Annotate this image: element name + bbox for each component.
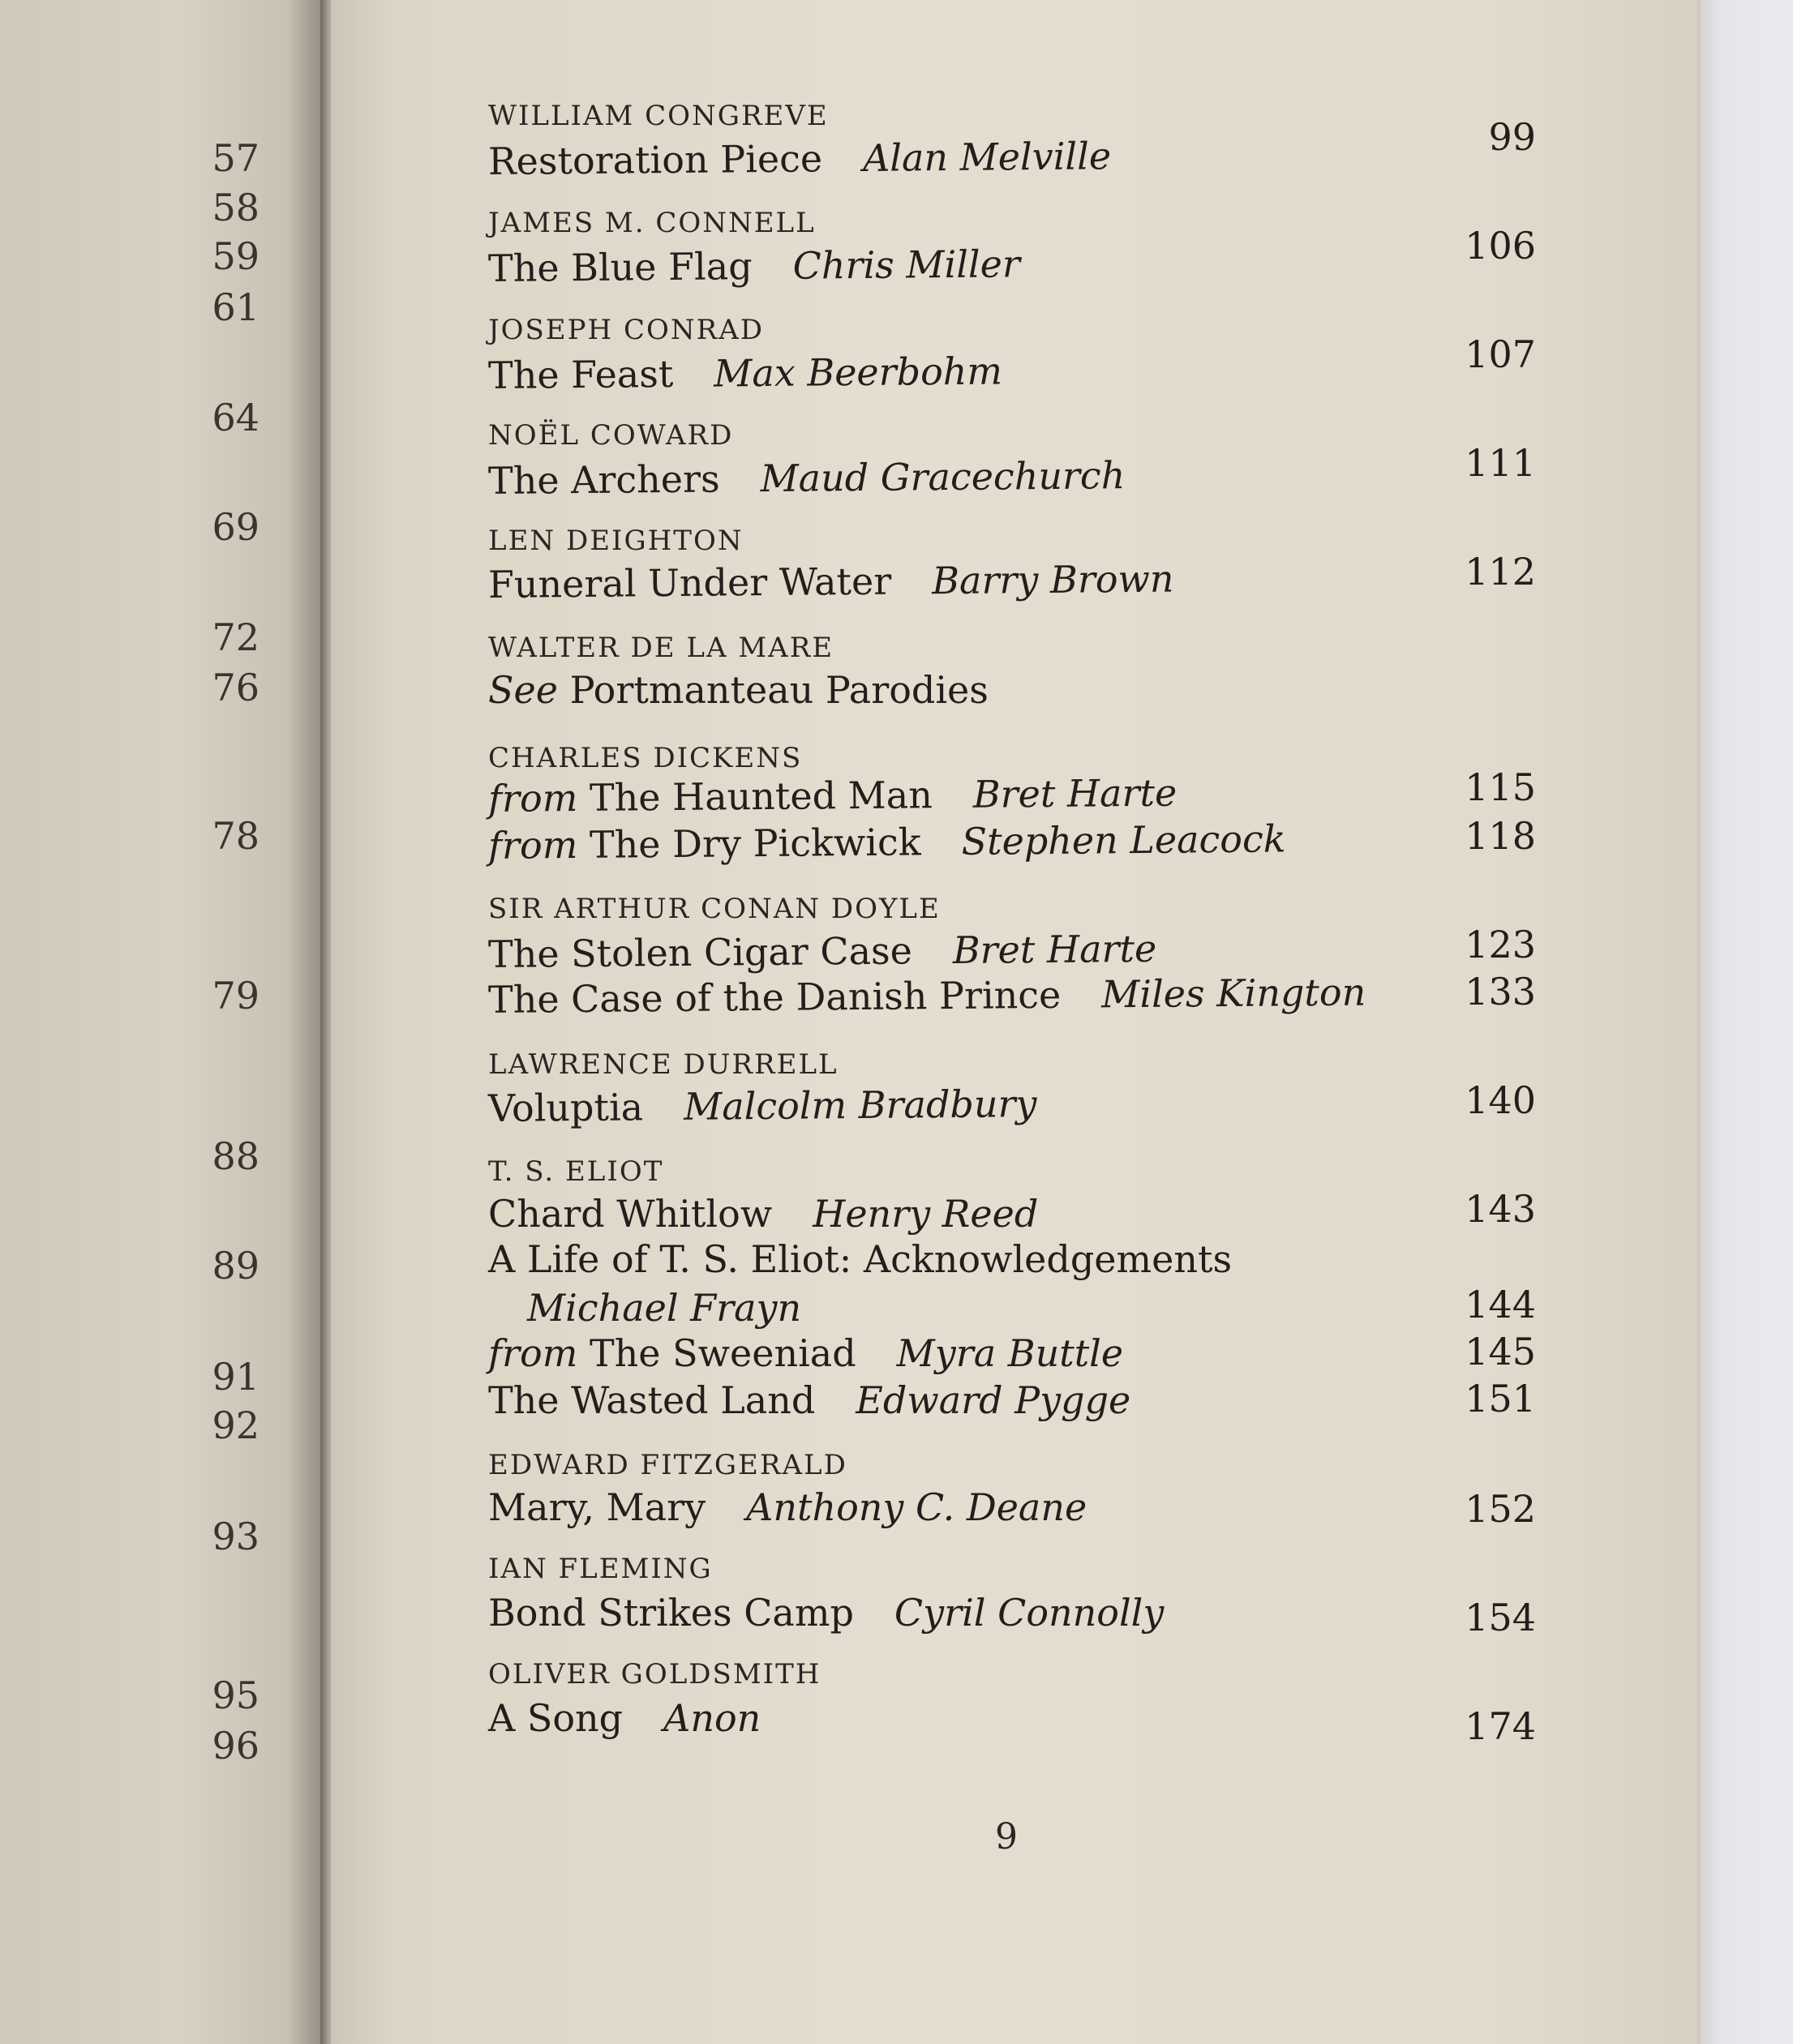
entry-page-number: 151 [1465, 1377, 1536, 1421]
author-heading: EDWARD FITZGERALD [488, 1449, 847, 1481]
entry-page-number: 152 [1465, 1487, 1536, 1531]
entry-parodist: Michael Frayn [527, 1286, 802, 1330]
left-page-number: 78 [212, 814, 260, 858]
entry-parodist: Max Beerbohm [714, 349, 1003, 396]
entry-parodist: Miles Kington [1101, 970, 1366, 1017]
left-page-number: 96 [212, 1724, 260, 1768]
toc-entry [487, 242, 1021, 290]
entry-title: The Dry Pickwick [589, 820, 921, 867]
toc-entry [487, 556, 1174, 606]
entry-page-number: 115 [1465, 765, 1536, 809]
entry-title: The Blue Flag [487, 244, 753, 290]
left-page-number: 76 [212, 666, 260, 709]
left-page-number: 88 [212, 1134, 260, 1178]
toc-entry [487, 970, 1366, 1022]
author-heading: LAWRENCE DURRELL [488, 1048, 839, 1081]
entry-parodist: Edward Pygge [856, 1378, 1131, 1422]
entry-prefix: from [488, 1331, 578, 1375]
entry-title: The Wasted Land [488, 1378, 816, 1422]
left-page [0, 0, 326, 2044]
entry-title: The Sweeniad [589, 1331, 856, 1375]
entry-prefix: from [487, 823, 578, 868]
toc-entry [488, 1237, 1233, 1281]
entry-page-number: 112 [1465, 550, 1536, 593]
author-heading: NOËL COWARD [488, 419, 734, 452]
left-page-number: 69 [212, 505, 260, 549]
page-edge [1692, 0, 1793, 2044]
entry-parodist: Henry Reed [813, 1192, 1039, 1236]
entry-parodist: Anthony C. Deane [746, 1485, 1087, 1529]
entry-prefix: from [487, 776, 578, 821]
left-page-number: 89 [212, 1244, 260, 1288]
entry-title: The Archers [487, 456, 720, 503]
entry-title: Restoration Piece [487, 136, 823, 183]
toc-entry [488, 1331, 1124, 1375]
toc-entry [487, 134, 1112, 183]
entry-page-number: 154 [1465, 1596, 1536, 1639]
entry-page-number: 174 [1465, 1704, 1536, 1748]
left-page-number: 92 [212, 1403, 260, 1447]
toc-entry [488, 1591, 1165, 1635]
toc-entry [488, 1378, 1131, 1422]
toc-entry [487, 1082, 1037, 1130]
entry-title: Mary, Mary [488, 1485, 706, 1529]
author-heading: SIR ARTHUR CONAN DOYLE [488, 893, 941, 925]
entry-page-number: 106 [1465, 224, 1536, 268]
entry-parodist: Bret Harte [952, 926, 1157, 972]
entry-page-number: 123 [1465, 923, 1536, 966]
left-page-number: 58 [212, 186, 260, 229]
entry-page-number: 118 [1465, 814, 1536, 858]
left-page-number: 61 [212, 285, 260, 329]
entry-parodist: Bret Harte [972, 770, 1177, 816]
entry-page-number: 140 [1465, 1078, 1536, 1122]
entry-title: The Stolen Cigar Case [487, 928, 913, 976]
entry-title: The Haunted Man [589, 773, 933, 820]
left-page-number: 59 [212, 234, 260, 278]
toc-entry [488, 668, 989, 712]
entry-parodist: Stephen Leacock [961, 816, 1286, 863]
entry-parodist: Chris Miller [792, 242, 1021, 288]
left-page-number: 79 [212, 974, 260, 1018]
entry-title: Funeral Under Water [487, 559, 892, 606]
author-heading: OLIVER GOLDSMITH [488, 1658, 821, 1690]
entry-parodist: Barry Brown [931, 556, 1174, 603]
entry-title: Portmanteau Parodies [569, 668, 989, 712]
entry-parodist: Myra Buttle [896, 1331, 1124, 1375]
toc-entry [488, 1192, 1039, 1236]
entry-page-number: 145 [1465, 1330, 1536, 1373]
toc-entry [487, 349, 1003, 397]
entry-title: Bond Strikes Camp [488, 1591, 854, 1635]
left-page-number: 72 [212, 615, 260, 659]
entry-page-number: 111 [1465, 441, 1536, 485]
author-heading: JOSEPH CONRAD [488, 314, 765, 346]
toc-entry [487, 770, 1177, 821]
entry-title: The Feast [487, 352, 674, 397]
author-heading: LEN DEIGHTON [488, 525, 744, 557]
author-heading: WALTER DE LA MARE [488, 632, 834, 664]
entry-prefix: See [488, 668, 558, 712]
toc-entry [488, 1696, 761, 1740]
entry-page-number: 133 [1465, 970, 1536, 1013]
entry-parodist: Cyril Connolly [894, 1591, 1165, 1635]
entry-parodist: Malcolm Bradbury [683, 1082, 1037, 1129]
author-heading: CHARLES DICKENS [488, 742, 803, 774]
entry-title: Voluptia [487, 1085, 644, 1130]
entry-page-number: 107 [1465, 332, 1536, 376]
left-page-number: 95 [212, 1673, 260, 1717]
author-heading: T. S. ELIOT [488, 1155, 664, 1188]
author-heading: IAN FLEMING [488, 1553, 713, 1585]
entry-title: The Case of the Danish Prince [487, 972, 1062, 1022]
toc-entry [487, 816, 1286, 868]
entry-title: Chard Whitlow [488, 1192, 773, 1236]
entry-page-number: 143 [1465, 1187, 1536, 1231]
toc-entry [487, 926, 1157, 976]
entry-parodist: Anon [663, 1696, 761, 1740]
toc-entry [527, 1286, 802, 1330]
page-folio-number: 9 [995, 1816, 1018, 1858]
entry-title: A Song [488, 1696, 624, 1740]
toc-entry [487, 453, 1126, 503]
left-page-number: 64 [212, 396, 260, 439]
author-heading: JAMES M. CONNELL [488, 207, 816, 239]
left-page-number: 91 [212, 1355, 260, 1399]
left-page-number: 57 [212, 136, 260, 180]
entry-parodist: Maud Gracechurch [760, 453, 1126, 501]
entry-page-number: 99 [1488, 115, 1536, 159]
toc-entry [488, 1485, 1087, 1529]
left-page-number: 93 [212, 1515, 260, 1558]
entry-parodist: Alan Melville [862, 134, 1112, 180]
author-heading: WILLIAM CONGREVE [488, 100, 829, 132]
entry-title: A Life of T. S. Eliot: Acknowledgements [488, 1237, 1233, 1281]
entry-page-number: 144 [1465, 1283, 1536, 1326]
